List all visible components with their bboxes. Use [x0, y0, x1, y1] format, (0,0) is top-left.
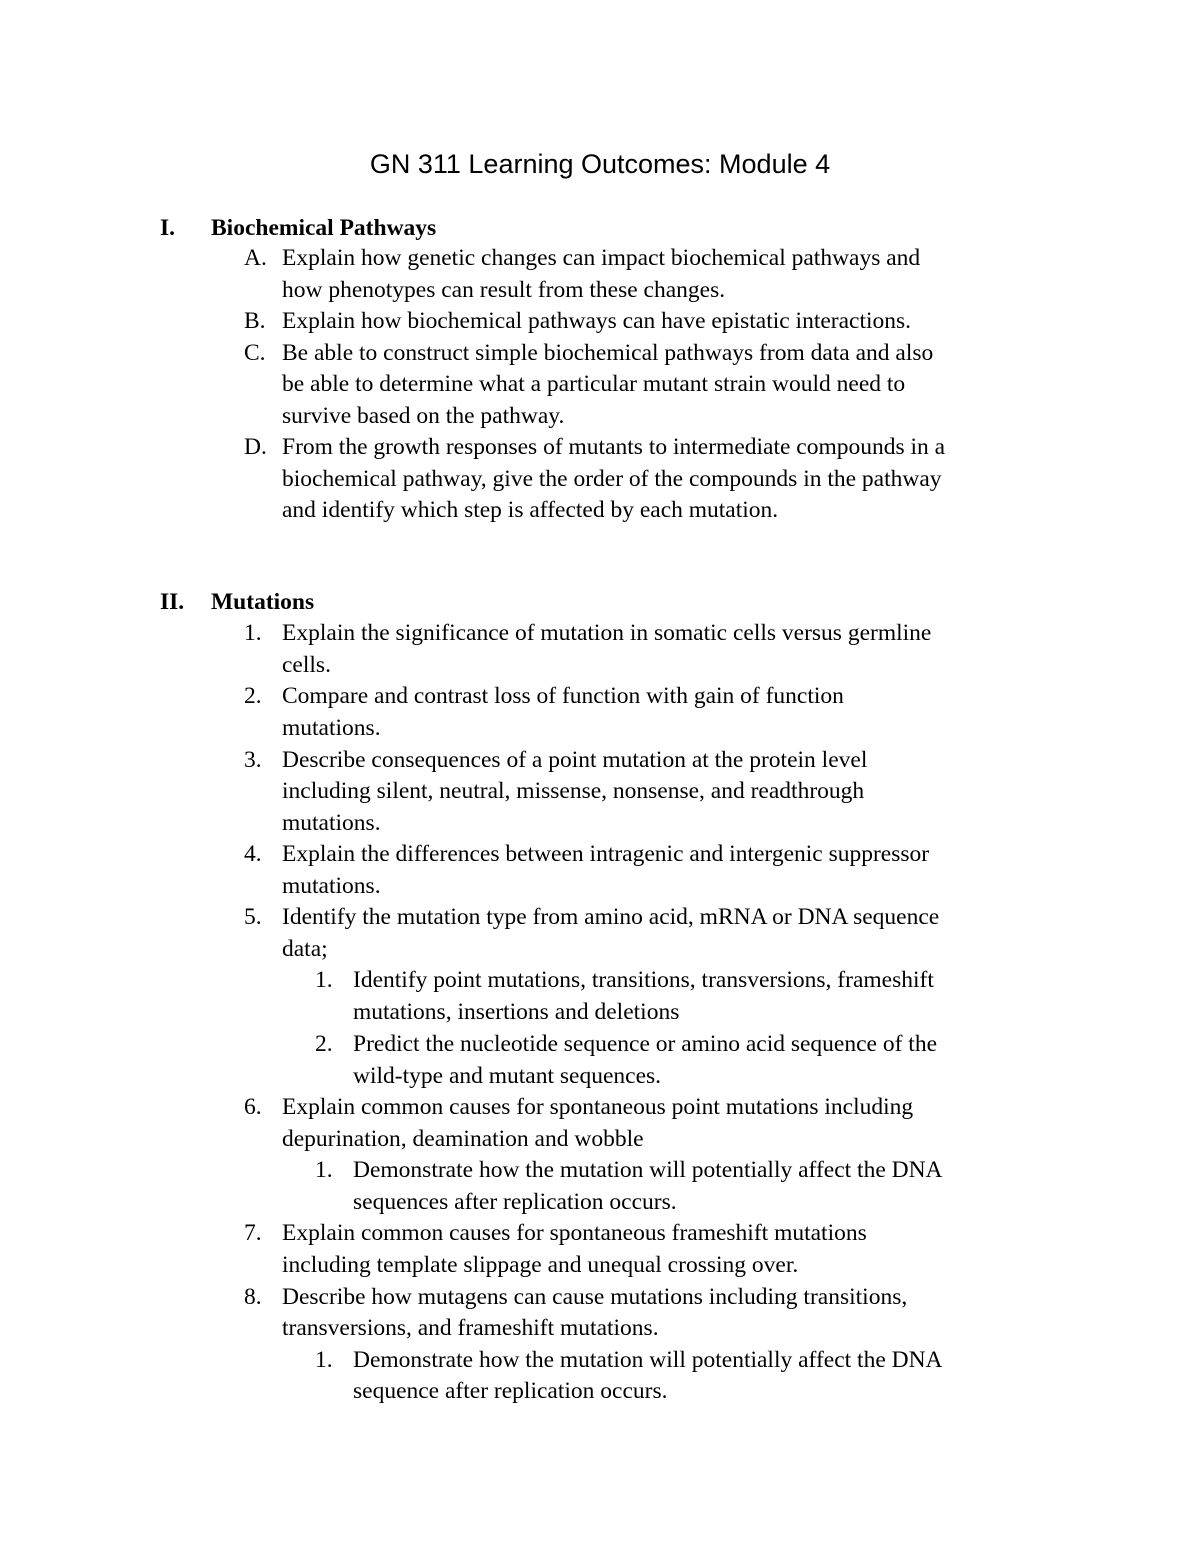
subitem-marker: 1.	[315, 1157, 333, 1183]
subitem-text-line: Identify point mutations, transitions, transversions, frameshift	[353, 967, 934, 993]
subitem-text-line: sequences after replication occurs.	[353, 1189, 677, 1215]
item-text-line: and identify which step is affected by each mutation.	[282, 497, 779, 523]
item-marker: 7.	[244, 1220, 262, 1246]
section-heading: Mutations	[211, 589, 315, 615]
subitem-marker: 2.	[315, 1031, 333, 1057]
page-title: GN 311 Learning Outcomes: Module 4	[369, 149, 831, 179]
subitem-marker: 1.	[315, 1347, 333, 1373]
item-marker: 6.	[244, 1094, 262, 1120]
subitem-text-line: Demonstrate how the mutation will potentially affect the DNA	[353, 1347, 943, 1373]
item-text-line: transversions, and frameshift mutations.	[282, 1315, 659, 1341]
item-text-line: Explain how biochemical pathways can have epistatic interactions.	[282, 308, 912, 334]
section-heading: Biochemical Pathways	[211, 215, 437, 241]
item-text-line: Describe consequences of a point mutation at the protein level	[282, 747, 868, 773]
item-text-line: data;	[282, 936, 328, 962]
item-text-line: Explain how genetic changes can impact biochemical pathways and	[282, 245, 921, 271]
item-marker: 4.	[244, 841, 262, 867]
item-marker: B.	[244, 308, 266, 334]
item-text-line: including template slippage and unequal crossing over.	[282, 1252, 799, 1278]
item-text-line: Explain common causes for spontaneous frameshift mutations	[282, 1220, 867, 1246]
item-marker: D.	[244, 434, 267, 460]
item-text-line: Compare and contrast loss of function with gain of function	[282, 683, 844, 709]
item-text-line: Describe how mutagens can cause mutations including transitions,	[282, 1284, 908, 1310]
item-text-line: Identify the mutation type from amino acid, mRNA or DNA sequence	[282, 904, 940, 930]
subitem-text-line: Demonstrate how the mutation will potentially affect the DNA	[353, 1157, 943, 1183]
section-numeral: II.	[160, 589, 185, 615]
item-text-line: Explain the differences between intragenic and intergenic suppressor	[282, 841, 930, 867]
item-marker: 2.	[244, 683, 262, 709]
item-marker: A.	[244, 245, 267, 271]
item-text-line: mutations.	[282, 715, 381, 741]
item-marker: 3.	[244, 747, 262, 773]
item-text-line: Be able to construct simple biochemical pathways from data and also	[282, 340, 934, 366]
subitem-text-line: wild-type and mutant sequences.	[353, 1063, 662, 1089]
item-marker: 8.	[244, 1284, 262, 1310]
subitem-text-line: sequence after replication occurs.	[353, 1378, 668, 1404]
item-text-line: Explain common causes for spontaneous point mutations including	[282, 1094, 914, 1120]
item-marker: 1.	[244, 620, 262, 646]
item-text-line: mutations.	[282, 873, 381, 899]
item-text-line: biochemical pathway, give the order of the compounds in the pathway	[282, 466, 942, 492]
item-text-line: mutations.	[282, 810, 381, 836]
item-text-line: be able to determine what a particular mutant strain would need to	[282, 371, 906, 397]
item-text-line: cells.	[282, 652, 331, 678]
section-numeral: I.	[160, 215, 176, 241]
subitem-text-line: mutations, insertions and deletions	[353, 999, 680, 1025]
item-marker: C.	[244, 340, 266, 366]
item-text-line: including silent, neutral, missense, nonsense, and readthrough	[282, 778, 865, 804]
item-text-line: depurination, deamination and wobble	[282, 1126, 644, 1152]
item-text-line: survive based on the pathway.	[282, 403, 565, 429]
item-text-line: From the growth responses of mutants to intermediate compounds in a	[282, 434, 946, 460]
item-text-line: how phenotypes can result from these changes.	[282, 277, 726, 303]
item-text-line: Explain the significance of mutation in somatic cells versus germline	[282, 620, 932, 646]
item-marker: 5.	[244, 904, 262, 930]
subitem-marker: 1.	[315, 967, 333, 993]
subitem-text-line: Predict the nucleotide sequence or amino acid sequence of the	[353, 1031, 938, 1057]
